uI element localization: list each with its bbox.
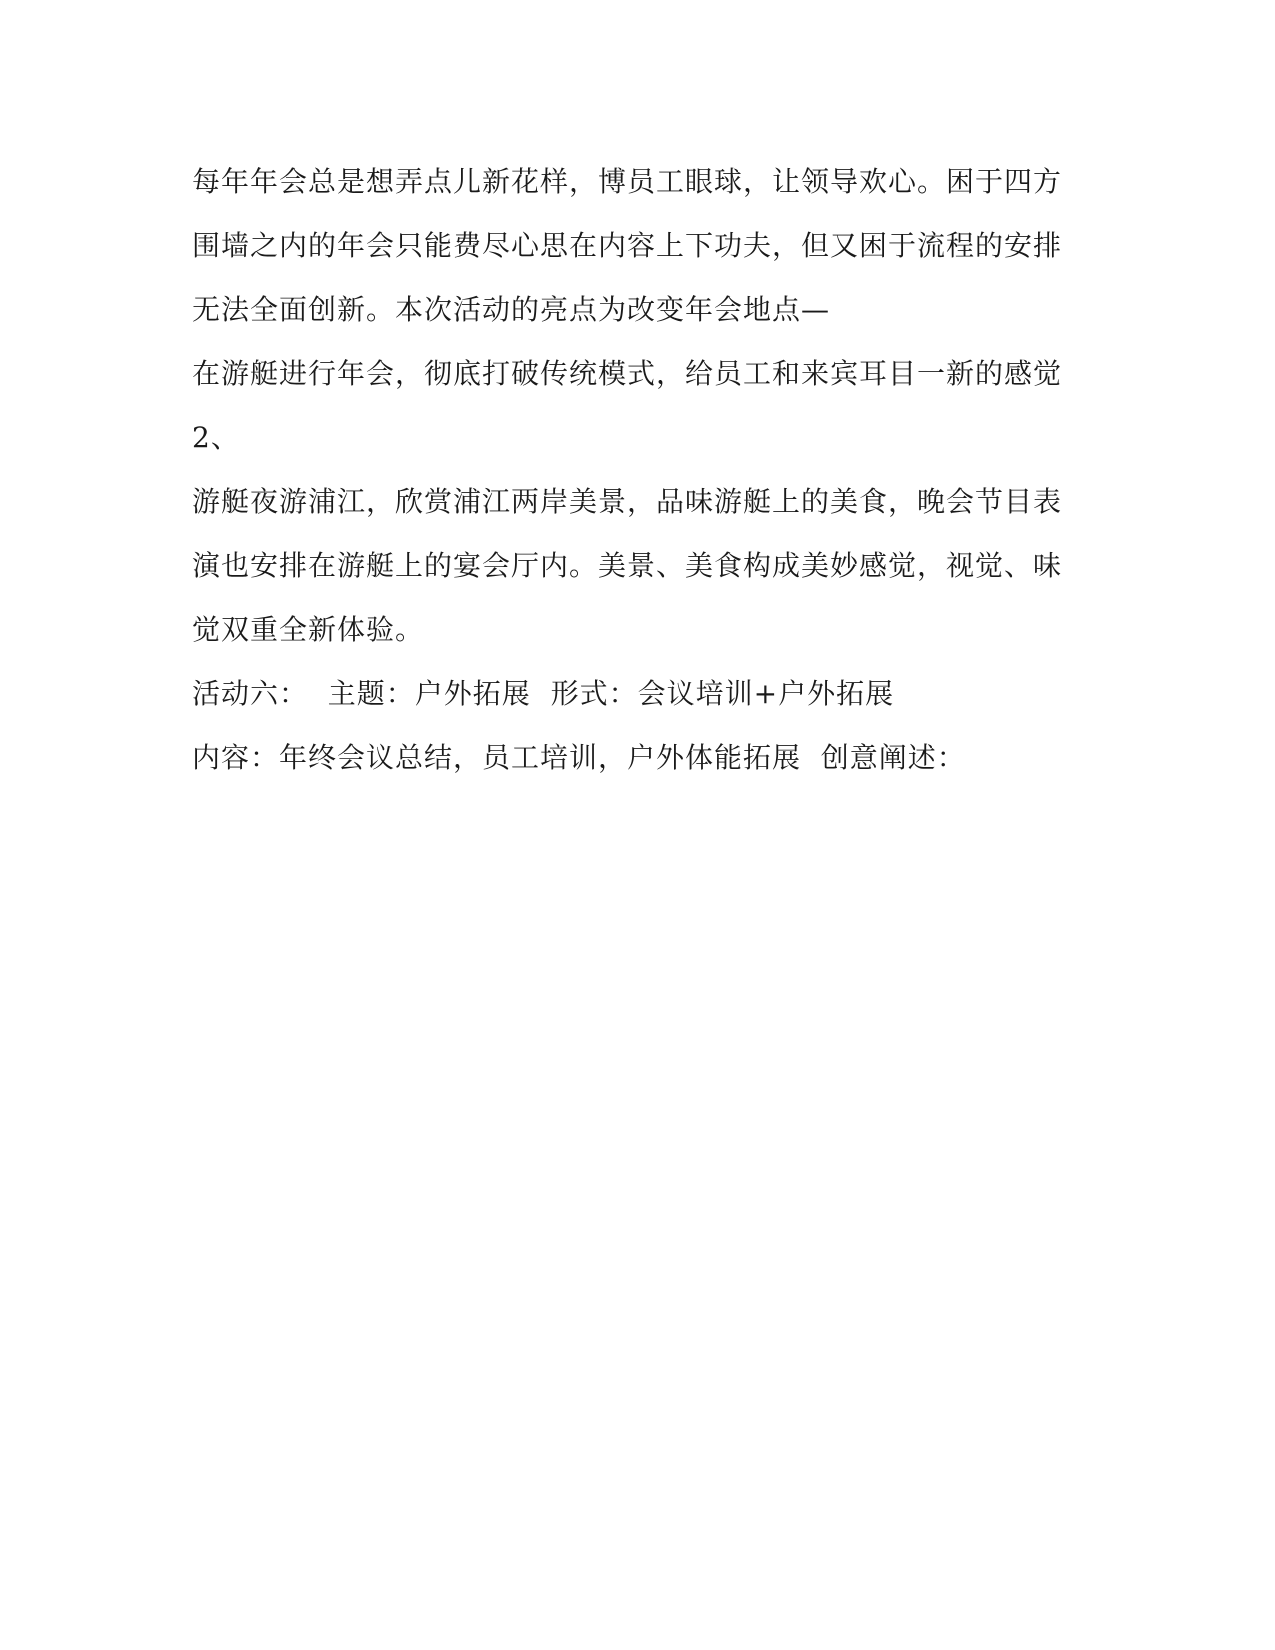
activity-content-line: 内容：年终会议总结，员工培训，户外体能拓展 创意阐述： <box>192 741 966 774</box>
activity-heading-line: 活动六： 主题：户外拓展 形式：会议培训+户外拓展 <box>192 677 895 710</box>
paragraph-line: 觉双重全新体验。 <box>192 613 425 646</box>
paragraph-line: 围墙之内的年会只能费尽心思在内容上下功夫，但又困于流程的安排 <box>192 229 1063 262</box>
paragraph-line: 演也安排在游艇上的宴会厅内。美景、美食构成美妙感觉，视觉、味 <box>192 549 1063 582</box>
paragraph-line: 每年年会总是想弄点儿新花样，博员工眼球，让领导欢心。困于四方 <box>192 165 1063 198</box>
paragraph-line: 无法全面创新。本次活动的亮点为改变年会地点— <box>192 293 831 326</box>
list-number: 2、 <box>192 421 240 454</box>
document-body <box>192 160 1082 800</box>
paragraph-line: 游艇夜游浦江，欣赏浦江两岸美景，品味游艇上的美食，晚会节目表 <box>192 485 1063 518</box>
paragraph-line: 在游艇进行年会，彻底打破传统模式，给员工和来宾耳目一新的感觉 <box>192 357 1063 390</box>
